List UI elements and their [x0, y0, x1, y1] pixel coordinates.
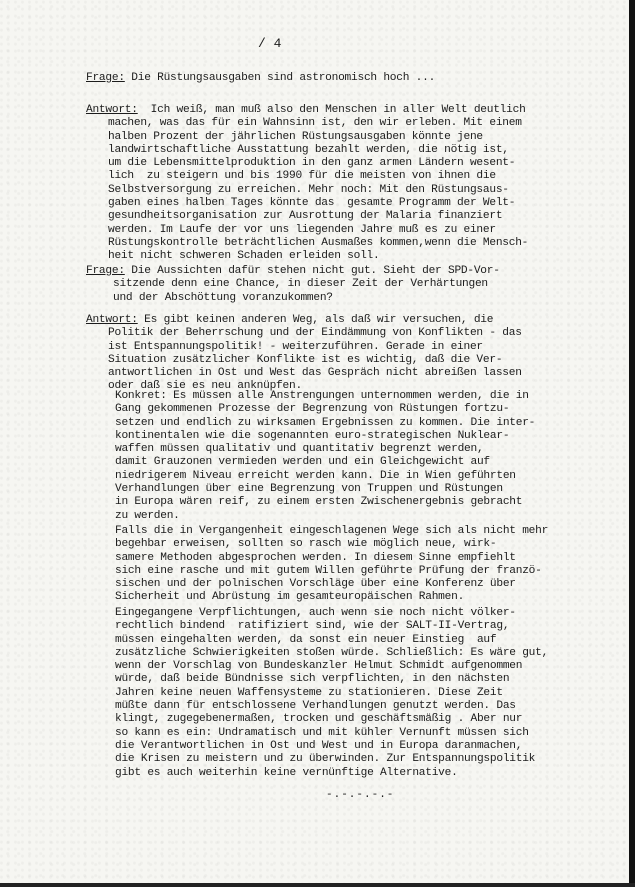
answer-1: [86, 104, 528, 264]
text-line: werden. Im Laufe der vor uns liegenden Jahre muß es zu einer: [108, 223, 496, 236]
text-line: Jahren keine neuen Waffensysteme zu stationieren. Diese Zeit: [115, 686, 503, 699]
text-line: Eingegangene Verpflichtungen, auch wenn sie noch nicht völker-: [115, 607, 516, 619]
scan-edge-right: [629, 0, 635, 887]
paragraph-obligations: [115, 607, 548, 780]
text-line: die Krisen zu meistern und zu überwinden. Zur Entspannungspolitik: [115, 753, 536, 766]
scan-edge-bottom: [0, 883, 635, 887]
text-line: gaben eines halben Tages könnte das gesamte Programm der Welt-: [108, 197, 516, 210]
text-line: antwortlichen in Ost und West das Gespräch nicht abreißen lassen: [108, 367, 522, 380]
text-line: sitzende denn eine Chance, in dieser Zeit der Verhärtungen: [113, 278, 488, 291]
text-line: kontinentalen wie die sogenannten euro-strategischen Nuklear-: [115, 429, 510, 442]
text-line: zusätzliche Schwierigkeiten stoßen würde. Schließlich: Es wäre gut,: [115, 646, 549, 659]
text-line: zu werden.: [115, 509, 180, 522]
text-line: klingt, zugegebenermaßen, trocken und geschäftsmäßig . Aber nur: [115, 713, 523, 726]
text-line: waffen müssen qualitativ und quantitativ begrenzt werden,: [115, 443, 484, 456]
page-number: / 4: [258, 36, 282, 51]
text-line: Rüstungskontrolle beträchtlichen Ausmaßes kommen,wenn die Mensch-: [108, 236, 529, 249]
answer-1-body: [86, 117, 528, 263]
text-line: um die Lebensmittelproduktion in den ganz armen Ländern wesent-: [108, 157, 516, 170]
text-line: halben Prozent der jährlichen Rüstungsausgaben könnte jene: [108, 130, 483, 143]
question-text: Die Aussichten dafür stehen nicht gut. Sieht der SPD-Vor-: [124, 265, 500, 277]
answer-text: Es gibt keinen anderen Weg, als daß wir versuchen, die: [137, 314, 494, 326]
text-line: damit Grauzonen vermieden werden und ein Gleichgewicht auf: [115, 456, 490, 469]
text-line: lich zu steigern und bis 1990 für die meisten von ihnen die: [108, 170, 496, 183]
text-line: die Verantwortlichen in Ost und West und in Europa daranmachen,: [115, 739, 523, 752]
question-text: Die Rüstungsausgaben sind astronomisch hoch ...: [124, 72, 436, 84]
text-line: sich eine rasche und mit gutem Willen geführte Prüfung der franzö-: [115, 564, 542, 577]
text-line: müssen eingehalten werden, da sonst ein neuer Einstieg auf: [115, 633, 497, 646]
text-line: Falls die in Vergangenheit eingeschlagenen Wege sich als nicht mehr: [115, 525, 549, 537]
end-mark: -.-.-.-.-: [326, 789, 395, 801]
text-line: niedrigerem Niveau erreicht werden kann. Die in Wien geführten: [115, 469, 516, 482]
text-line: ist Entspannungspolitik! - weiterzuführen. Gerade in einer: [108, 340, 483, 353]
text-line: Verhandlungen über eine Begrenzung von Truppen und Rüstungen: [115, 483, 503, 496]
text-line: landwirtschaftliche Ausstattung bezahlt werden, die nötig ist,: [108, 143, 509, 156]
text-line: oder daß sie es neu anknüpfen.: [108, 380, 302, 393]
text-line: sischen und der polnischen Vorschläge über eine Konferenz über: [115, 578, 516, 591]
text-line: müßte dann für entschlossene Verhandlungen genutzt werden. Das: [115, 700, 516, 713]
answer-text: Ich weiß, man muß also den Menschen in aller Welt deutlich: [137, 104, 526, 116]
text-line: Konkret: Es müssen alle Anstrengungen unternommen werden, die in: [115, 390, 529, 402]
paragraph-methods: [115, 525, 548, 605]
text-line: Sicherheit und Abrüstung im gesamteuropäischen Rahmen.: [115, 591, 465, 604]
text-line: setzen und endlich zu wirksamen Ergebnissen zu kommen. Die inter-: [115, 416, 536, 429]
answer-2-body: [86, 327, 522, 393]
question-label: Frage:: [86, 265, 125, 277]
text-line: Politik der Beherrschung und der Eindämmung von Konflikten - das: [108, 327, 522, 340]
text-line: würde, daß beide Bündnisse sich verpflichten, in den nächsten: [115, 673, 510, 686]
answer-label: Antwort:: [86, 104, 138, 116]
text-line: Situation zusätzlicher Konflikte ist es wichtig, daß die Ver-: [108, 353, 503, 366]
answer-2: [86, 314, 522, 394]
text-line: und der Abschöttung voranzukommen?: [113, 291, 333, 304]
question-1: [86, 72, 435, 85]
text-line: so kann es ein: Undramatisch und mit kühler Vernunft müssen sich: [115, 726, 529, 739]
text-line: gesundheitsorganisation zur Ausrottung der Malaria finanziert: [108, 210, 503, 223]
text-line: Gang gekommenen Prozesse der Begrenzung von Rüstungen fortzu-: [115, 403, 510, 416]
text-line: gibt es auch weiterhin keine vernünftige Alternative.: [115, 766, 458, 779]
text-line: begehbar erweisen, sollten so rasch wie möglich neue, wirk-: [115, 538, 497, 551]
question-2: [86, 265, 500, 305]
text-line: machen, was das für ein Wahnsinn ist, den wir erleben. Mit einem: [108, 117, 522, 130]
paragraph-concrete: [115, 390, 535, 523]
text-line: heit nicht schweren Schaden erleiden soll.: [108, 250, 380, 263]
text-line: samere Methoden abgesprochen werden. In diesem Sinne empfiehlt: [115, 551, 516, 564]
answer-label: Antwort:: [86, 314, 138, 326]
text-line: wenn der Vorschlag von Bundeskanzler Helmut Schmidt aufgenommen: [115, 660, 523, 673]
question-2-body: [86, 278, 500, 305]
text-line: rechtlich bindend ratifiziert sind, wie der SALT-II-Vertrag,: [115, 620, 510, 633]
text-line: Selbstversorgung zu erreichen. Mehr noch: Mit den Rüstungsaus-: [108, 183, 509, 196]
question-label: Frage:: [86, 72, 125, 84]
text-line: in Europa wären reif, zu einem ersten Zwischenergebnis gebracht: [115, 496, 523, 509]
